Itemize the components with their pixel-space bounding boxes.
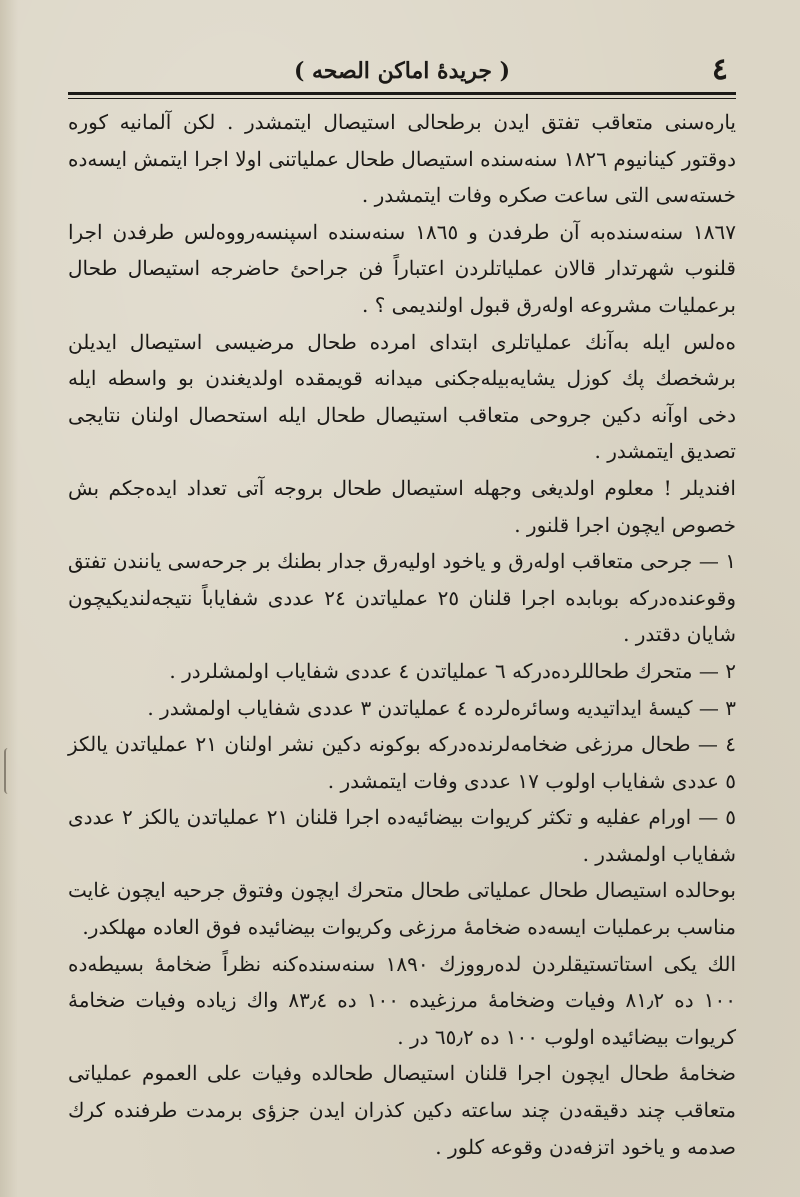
paragraph: يارەسنى متعاقب تفتق ايدن برطحالى استيصال ايتمشدر . لكن آلمانيه كوره دوقتور كينانيوم ١٨٢٦ سنەسنده استيصال طحال عملياتنى اولا اجرا ايتمش ايسەده خستەسى التى ساعت صكره وفات ايتمشدر . — [68, 110, 736, 208]
list-item: ١ — جرحى متعاقب اولەرق و ياخود اوليەرق جدار بطنك بر جرحەسى يانندن تفتق وقوعندەدركه بوبابده اجرا قلنان ٢٥ عملياتدن ٢٤ عددى شفاياباً نتيجەلنديكيچون شايان دقتدر . — [68, 549, 736, 647]
paragraph: ١٨٦٧ سنەسندەبه آن طرفدن و ١٨٦٥ سنەسندە اسپنسەرووەلس طرفدن اجرا قلنوب شهرتدار قالان عملياتلردن اعتباراً فن جراحئ حاضرجه استيصال طحال برعمليات مشروعه اولەرق قبول اولندیمی ؟ . — [68, 219, 736, 317]
paragraph: بوحالده استيصال طحال عملياتى طحال متحرك ايچون وفتوق جرحيه ايچون غايت مناسب برعمليات ايسەده ضخامهٔ مرزغى وكريوات بيضائيده فوق العاده مهلكدر. — [68, 878, 736, 940]
list-item: ٤ — طحال مرزغى ضخامەلرندەدركه بوكونه دكين نشر اولنان ٢١ عملياتدن يالكز ٥ عددى شفاياب اولوب ١٧ عددى وفات ايتمشدر . — [68, 732, 737, 793]
paragraph: ەەلس ايله بەآنك عملياتلرى ابتداى امرده طحال مرضيسى استيصال ايديلن برشخصك پك كوزل يشايەبيلەجكنى ميدانه قويمقده اولديغندن بو واسطه ايله دخى اوآنه دكين جروحى متعاقب استيصال طحال ايله استحصال اولنان نتايجى تصديق ايتمشدر . — [68, 329, 737, 464]
page-header — [68, 50, 736, 90]
list-item: ٢ — متحرك طحاللردەدركه ٦ عملياتدن ٤ عددى شفاياب اولمشلردر . — [169, 658, 736, 683]
header-rule-thick — [68, 92, 736, 95]
page-number: ٤ — [711, 52, 728, 87]
header-rule-thin — [68, 98, 736, 99]
paragraph: ضخامهٔ طحال ايچون اجرا قلنان استيصال طحالده وفيات على العموم عملياتى متعاقب چند دقيقەدن چند ساعته دكين كذران ايدن جزؤى برمدت طرفنده كرك صدمه و ياخود اتزفەدن وقوعه كلور . — [68, 1061, 736, 1159]
paragraph: الك يكى استاتستيقلردن لدەرووزك ١٨٩٠ سنەسندەكنه نظراً ضخامهٔ بسيطەده ١٠٠ ده ٨١٫٢ وفيات وضخامهٔ مرزغيده ١٠٠ ده ٨٣٫٤ واك زياده وفيات ضخامهٔ كريوات بيضائيده اولوب ١٠٠ ده ٦٥٫٢ در . — [68, 951, 736, 1049]
running-title: ( جريدهٔ اماكن الصحه ) — [293, 58, 511, 84]
body-text — [68, 104, 736, 1165]
binding-mark — [4, 748, 20, 794]
list-item: ٥ — اورام عفليه و تكثر كريوات بيضائيەده اجرا قلنان ٢١ عملياتدن يالكز ٢ عددى شفاياب اولمشدر . — [68, 805, 736, 866]
page-left-edge-shadow — [0, 0, 18, 1197]
list-item: ٣ — كيسهٔ ايداتيديه وسائرەلرده ٤ عملياتدن ٣ عددى شفاياب اولمشدر . — [147, 695, 736, 720]
paragraph: افنديلر ! معلوم اولديغى وجهله استيصال طحال بروجه آتى تعداد ايده‌جكم بش خصوص ايچون اجرا قلنور . — [68, 475, 736, 537]
